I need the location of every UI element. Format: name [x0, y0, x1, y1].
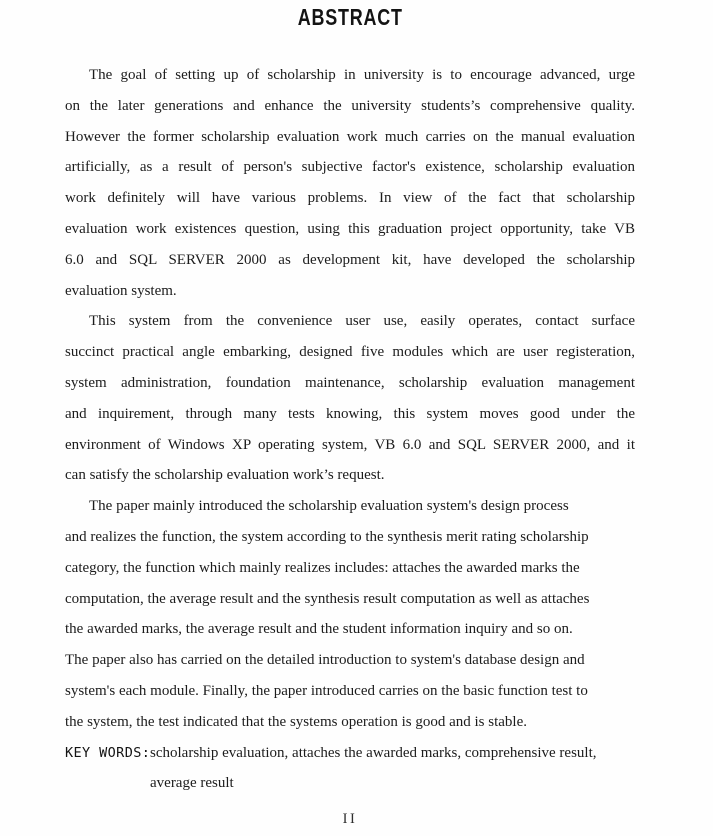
text-line: category, the function which mainly realizes includes: attaches the awarded marks the: [65, 559, 580, 576]
text-line: However the former scholarship evaluation work much carries on the manual evaluation: [65, 128, 635, 145]
text-line: the system, the test indicated that the systems operation is good and is stable.: [65, 713, 527, 730]
text-line: system administration, foundation maintenance, scholarship evaluation management: [65, 374, 635, 391]
title-row: [65, 4, 635, 31]
paragraph: [65, 491, 635, 737]
abstract-body: [65, 60, 635, 738]
abstract-content: [65, 60, 635, 799]
text-line: evaluation system.: [65, 282, 177, 299]
text-line: 6.0 and SQL SERVER 2000 as development kit, have developed the scholarship: [65, 251, 635, 268]
text-line: work definitely will have various problems. In view of the fact that scholarship: [65, 190, 635, 207]
keywords-line-2: average result: [150, 775, 234, 792]
text-line: system's each module. Finally, the paper introduced carries on the basic function test to: [65, 682, 588, 699]
keywords-block: [65, 738, 635, 800]
text-line: on the later generations and enhance the university students’s comprehensive quality.: [65, 97, 635, 114]
text-line: evaluation work existences question, using this graduation project opportunity, take VB: [65, 220, 635, 237]
text-line: and realizes the function, the system according to the synthesis merit rating scholarship: [65, 528, 589, 545]
page-title: ABSTRACT: [297, 4, 403, 30]
text-line: The paper also has carried on the detailed introduction to system's database design and: [65, 652, 585, 669]
text-line: and inquirement, through many tests knowing, this system moves good under the: [65, 405, 635, 422]
text-line: The goal of setting up of scholarship in university is to encourage advanced, urge: [89, 67, 635, 83]
text-line: succinct practical angle embarking, designed five modules which are user registeration,: [65, 344, 635, 361]
paragraph: [65, 60, 635, 306]
text-line: The paper mainly introduced the scholarship evaluation system's design process: [89, 498, 569, 515]
text-line: the awarded marks, the average result and the student information inquiry and so on.: [65, 621, 573, 638]
keywords-label: KEY WORDS:: [65, 744, 151, 761]
page-number: II: [342, 811, 358, 827]
text-line: can satisfy the scholarship evaluation work’s request.: [65, 467, 385, 484]
keywords-line-1: scholarship evaluation, attaches the awarded marks, comprehensive result,: [150, 744, 597, 761]
paragraph: [65, 306, 635, 491]
text-line: This system from the convenience user use, easily operates, contact surface: [89, 313, 635, 330]
text-line: environment of Windows XP operating system, VB 6.0 and SQL SERVER 2000, and it: [65, 436, 635, 453]
text-line: artificially, as a result of person's subjective factor's existence, scholarship evaluation: [65, 159, 635, 176]
text-line: computation, the average result and the synthesis result computation as well as attaches: [65, 590, 590, 607]
